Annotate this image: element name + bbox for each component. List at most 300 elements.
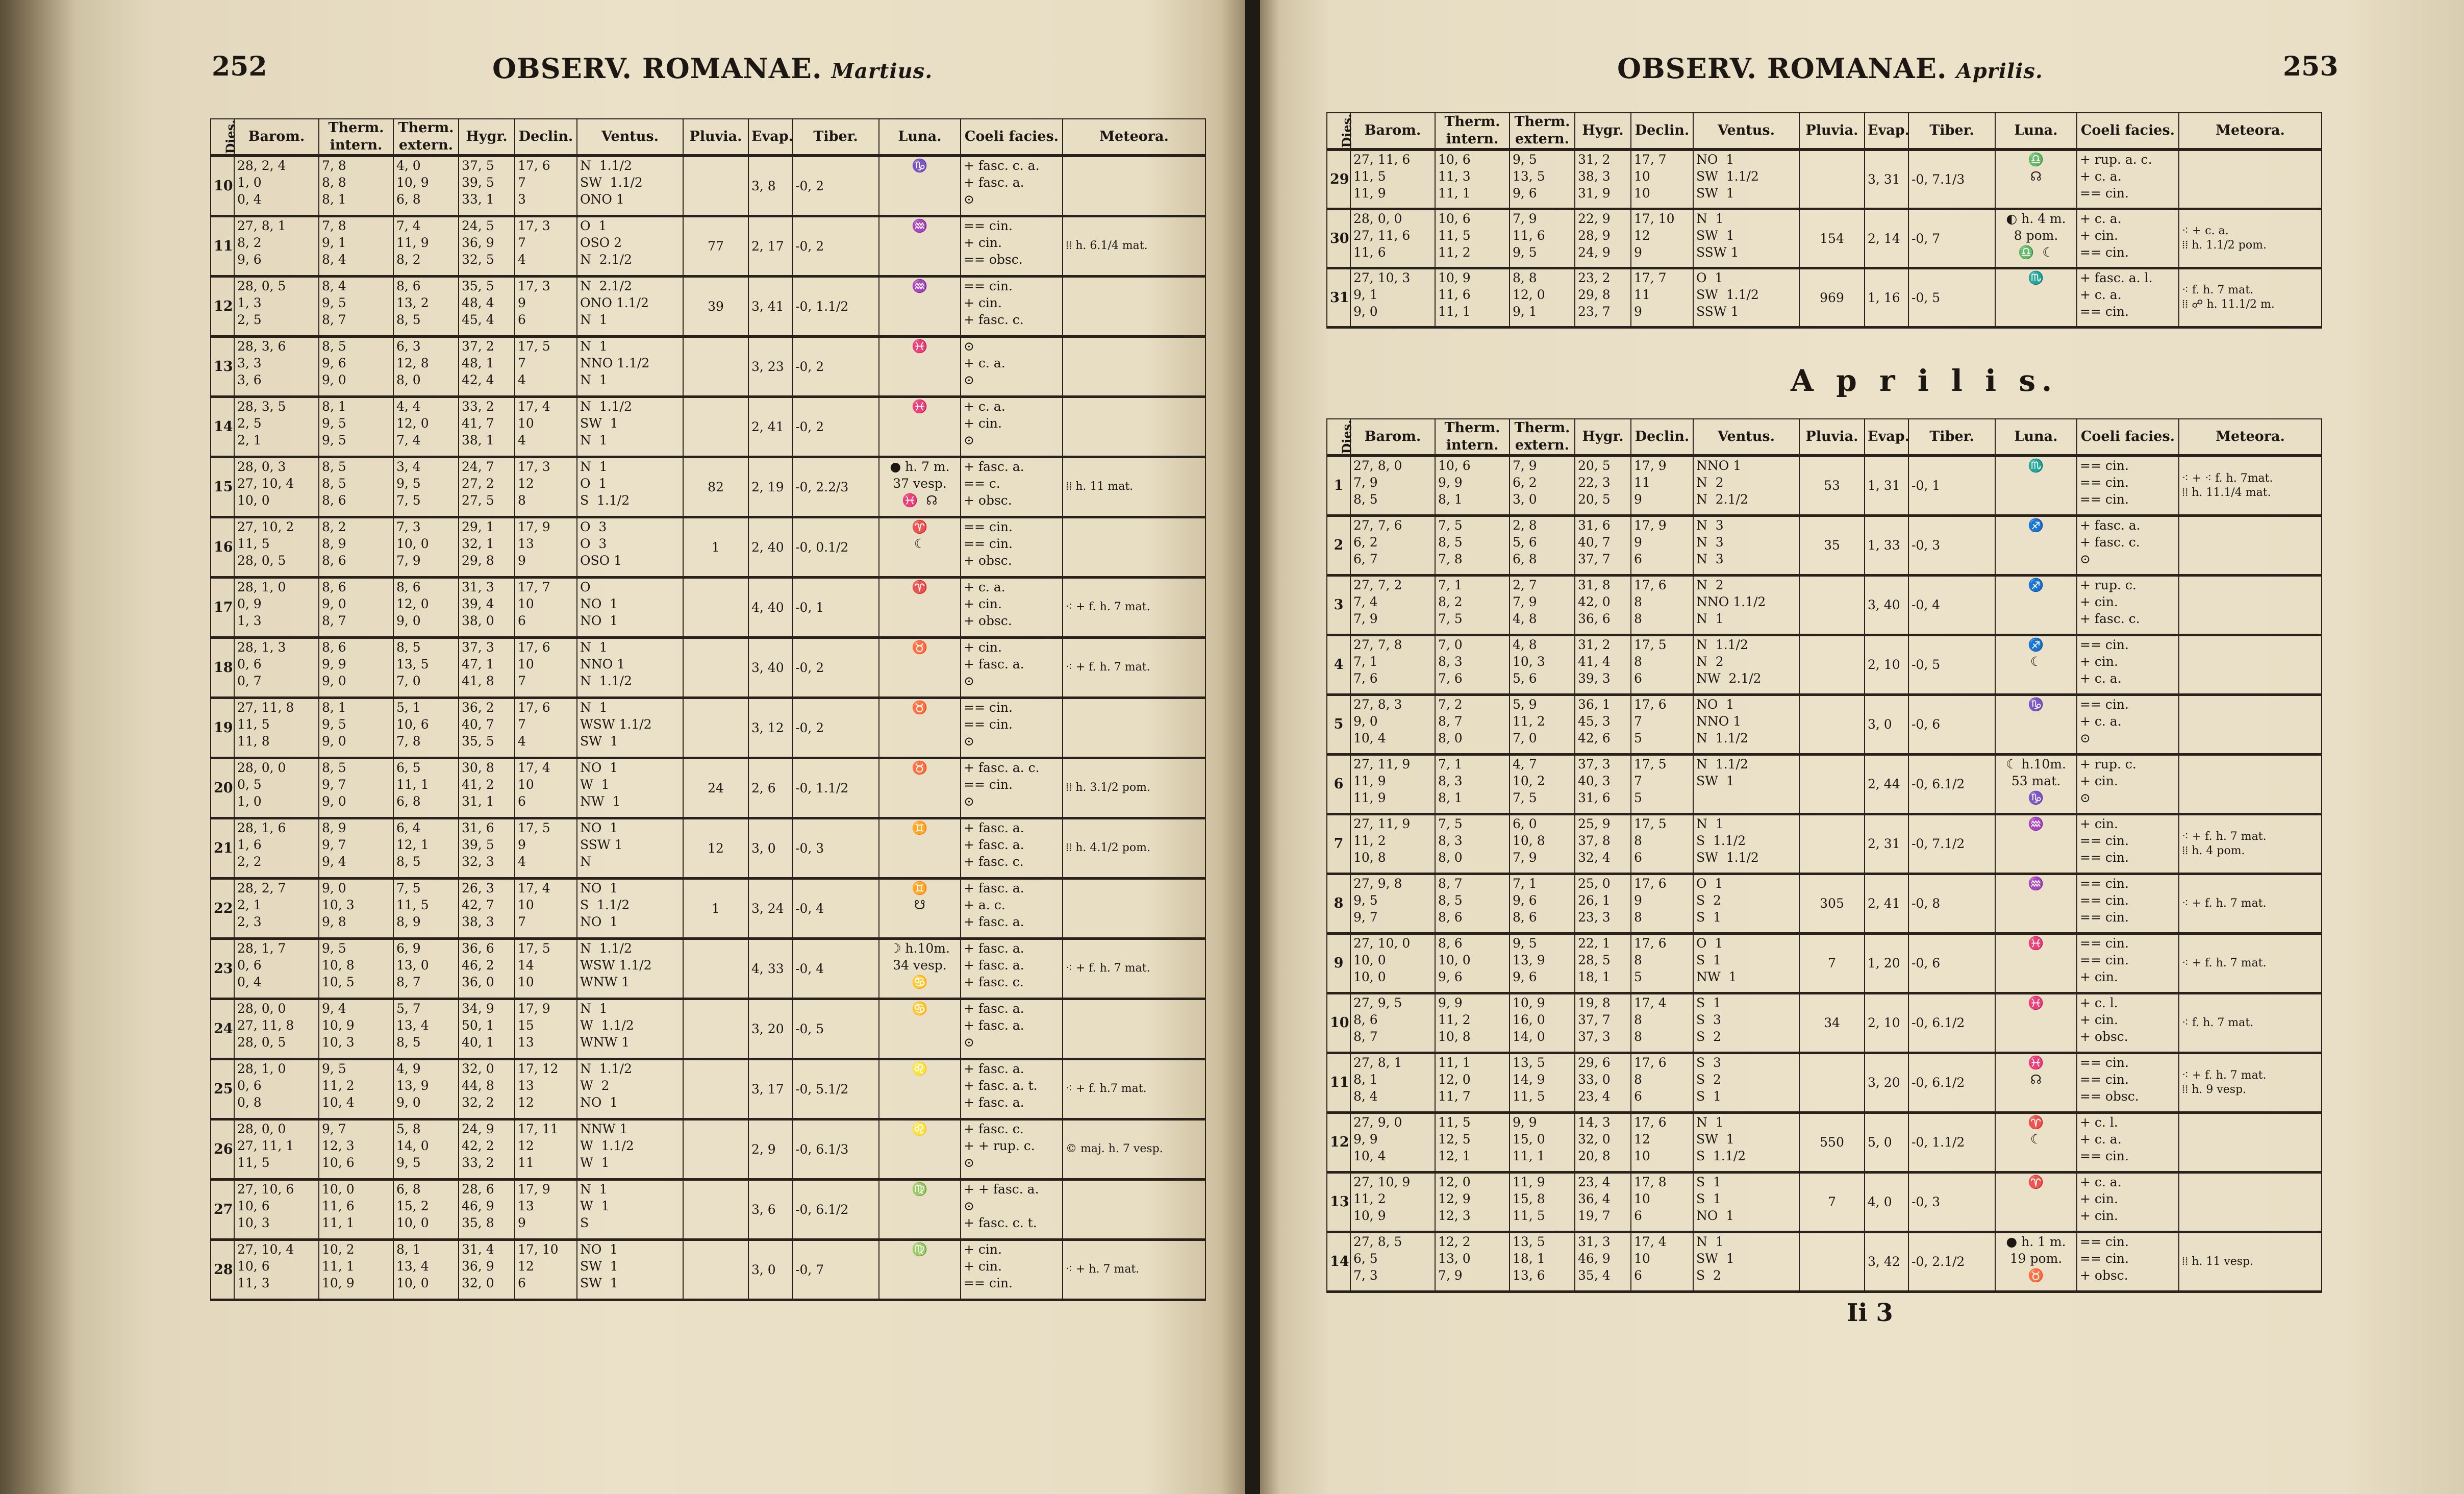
declination-cell: 17, 3 12 8 — [515, 457, 577, 517]
evaporation-cell: 5, 0 — [1865, 1112, 1908, 1172]
tiber-cell: -0, 1.1/2 — [792, 758, 879, 818]
moon-cell: ♒ — [879, 216, 961, 276]
evaporation-cell: 2, 9 — [748, 1119, 792, 1179]
barometer-cell: 28, 2, 7 2, 1 2, 3 — [234, 878, 319, 938]
barometer-cell: 28, 1, 3 0, 6 0, 7 — [234, 637, 319, 698]
column-header: Hygr. — [459, 119, 515, 156]
wind-cell: NO 1 SW 1.1/2 SW 1 — [1693, 150, 1799, 209]
therm-extern-cell: 5, 7 13, 4 8, 5 — [393, 999, 459, 1059]
wind-cell: N 1 O 1 S 1.1/2 — [577, 457, 683, 517]
therm-extern-cell: 2, 8 5, 6 6, 8 — [1510, 515, 1575, 575]
sky-cell: + + fasc. a. ⊙ + fasc. c. t. — [961, 1179, 1063, 1239]
column-header: Luna. — [1995, 419, 2077, 456]
hygrometer-cell: 37, 5 39, 5 33, 1 — [459, 156, 515, 216]
column-header — [211, 119, 238, 156]
rain-cell: 39 — [683, 276, 748, 336]
hygrometer-cell: 23, 2 29, 8 23, 7 — [1575, 268, 1631, 327]
wind-cell: NO 1 W 1 NW 1 — [577, 758, 683, 818]
wind-cell: N 1 S 1.1/2 SW 1.1/2 — [1693, 814, 1799, 874]
rain-cell — [1799, 575, 1865, 635]
month-title: Aprilis. — [1956, 59, 2043, 83]
declination-cell: 17, 6 9 8 — [1631, 874, 1693, 933]
rain-cell: 35 — [1799, 515, 1865, 575]
running-head-title: OBSERV. ROMANAE. — [1617, 52, 1947, 85]
therm-intern-cell: 10, 9 11, 6 11, 1 — [1435, 268, 1510, 327]
barometer-cell: 27, 8, 0 7, 9 8, 5 — [1350, 456, 1435, 515]
declination-cell: 17, 4 8 8 — [1631, 993, 1693, 1053]
meteora-cell: ⁞⁞ h. 11 vesp. — [2179, 1232, 2322, 1291]
tiber-cell: -0, 4 — [1908, 575, 1995, 635]
meteora-cell — [2179, 575, 2322, 635]
wind-cell: O 3 O 3 OSO 1 — [577, 517, 683, 577]
column-header: Meteora. — [2179, 419, 2322, 456]
wind-cell: O 1 SW 1.1/2 SSW 1 — [1693, 268, 1799, 327]
declination-cell: 17, 3 9 6 — [515, 276, 577, 336]
rain-cell: 77 — [683, 216, 748, 276]
barometer-cell: 27, 8, 1 8, 2 9, 6 — [234, 216, 319, 276]
sky-cell: + c. a. + cin. + cin. — [2077, 1172, 2179, 1232]
barometer-cell: 27, 11, 9 11, 2 10, 8 — [1350, 814, 1435, 874]
therm-intern-cell: 7, 5 8, 3 8, 0 — [1435, 814, 1510, 874]
column-header: Declin. — [515, 119, 577, 156]
rain-cell — [1799, 694, 1865, 754]
observation-table-march-end — [1326, 112, 2322, 329]
meteora-cell: ⁖ + h. 7 mat. — [1063, 1239, 1205, 1300]
column-header: Evap. — [1865, 419, 1908, 456]
declination-cell: 17, 3 7 4 — [515, 216, 577, 276]
declination-cell: 17, 9 13 9 — [515, 517, 577, 577]
rain-cell — [683, 156, 748, 216]
declination-cell: 17, 4 10 6 — [1631, 1232, 1693, 1291]
therm-extern-cell: 11, 9 15, 8 11, 5 — [1510, 1172, 1575, 1232]
meteora-cell — [1063, 276, 1205, 336]
evaporation-cell: 3, 17 — [748, 1059, 792, 1119]
declination-cell: 17, 12 13 12 — [515, 1059, 577, 1119]
day-cell: 10 — [1327, 993, 1350, 1053]
therm-extern-cell: 7, 4 11, 9 8, 2 — [393, 216, 459, 276]
column-header: Evap. — [748, 119, 792, 156]
barometer-cell: 27, 10, 3 9, 1 9, 0 — [1350, 268, 1435, 327]
meteora-cell: ⁖ + f. h. 7 mat. ⁞⁞ h. 4 pom. — [2179, 814, 2322, 874]
meteora-cell — [2179, 754, 2322, 814]
running-head-title: OBSERV. ROMANAE. — [492, 52, 822, 85]
sky-cell: == cin. == cin. == cin. — [2077, 456, 2179, 515]
sky-cell: + fasc. a. + fasc. a. ⊙ — [961, 999, 1063, 1059]
sky-cell: == cin. == cin. == obsc. — [2077, 1053, 2179, 1112]
sky-cell: == cin. == cin. == cin. — [2077, 874, 2179, 933]
evaporation-cell: 2, 14 — [1865, 209, 1908, 268]
therm-intern-cell: 10, 6 9, 9 8, 1 — [1435, 456, 1510, 515]
hygrometer-cell: 19, 8 37, 7 37, 3 — [1575, 993, 1631, 1053]
therm-intern-cell: 7, 8 9, 1 8, 4 — [319, 216, 393, 276]
evaporation-cell: 2, 17 — [748, 216, 792, 276]
wind-cell: N 1 SW 1 SSW 1 — [1693, 209, 1799, 268]
moon-cell: ♑ — [879, 156, 961, 216]
hygrometer-cell: 37, 3 47, 1 41, 8 — [459, 637, 515, 698]
moon-cell: ● h. 7 m. 37 vesp. ♓ ☊ — [879, 457, 961, 517]
wind-cell: NO 1 NNO 1 N 1.1/2 — [1693, 694, 1799, 754]
evaporation-cell: 2, 41 — [1865, 874, 1908, 933]
moon-cell: ● h. 1 m. 19 pom. ♉ — [1995, 1232, 2077, 1291]
therm-intern-cell: 12, 2 13, 0 7, 9 — [1435, 1232, 1510, 1291]
tiber-cell: -0, 7.1/3 — [1908, 150, 1995, 209]
column-header: Ventus. — [1693, 113, 1799, 150]
tiber-cell: -0, 0.1/2 — [792, 517, 879, 577]
table-header — [1327, 419, 2322, 456]
hygrometer-cell: 24, 9 42, 2 33, 2 — [459, 1119, 515, 1179]
barometer-cell: 27, 9, 8 9, 5 9, 7 — [1350, 874, 1435, 933]
book-gutter — [1245, 0, 1260, 1494]
column-header-label: Dies. — [1339, 113, 1354, 148]
day-cell: 11 — [211, 216, 234, 276]
table-row — [211, 1239, 1205, 1300]
moon-cell: ♉ — [879, 758, 961, 818]
therm-intern-cell: 8, 6 9, 0 8, 7 — [319, 577, 393, 637]
moon-cell: ♒ — [1995, 874, 2077, 933]
hygrometer-cell: 23, 4 36, 4 19, 7 — [1575, 1172, 1631, 1232]
tiber-cell: -0, 2 — [792, 396, 879, 457]
therm-extern-cell: 8, 5 13, 5 7, 0 — [393, 637, 459, 698]
meteora-cell: ⁞⁞ h. 3.1/2 pom. — [1063, 758, 1205, 818]
evaporation-cell: 3, 40 — [1865, 575, 1908, 635]
column-header: Tiber. — [792, 119, 879, 156]
declination-cell: 17, 7 10 6 — [515, 577, 577, 637]
declination-cell: 17, 5 9 4 — [515, 818, 577, 878]
therm-intern-cell: 11, 1 12, 0 11, 7 — [1435, 1053, 1510, 1112]
moon-cell: ♓ ☊ — [1995, 1053, 2077, 1112]
meteora-cell: ⁖ + f. h. 7 mat. — [2179, 874, 2322, 933]
table-row — [1327, 1232, 2322, 1291]
therm-extern-cell: 7, 9 6, 2 3, 0 — [1510, 456, 1575, 515]
table-row — [211, 336, 1205, 396]
therm-extern-cell: 6, 0 10, 8 7, 9 — [1510, 814, 1575, 874]
tiber-cell: -0, 3 — [792, 818, 879, 878]
evaporation-cell: 2, 19 — [748, 457, 792, 517]
therm-intern-cell: 8, 9 9, 7 9, 4 — [319, 818, 393, 878]
meteora-cell — [2179, 635, 2322, 694]
sky-cell: + fasc. a. l. + c. a. == cin. — [2077, 268, 2179, 327]
therm-intern-cell: 9, 5 10, 8 10, 5 — [319, 938, 393, 999]
column-header: Therm. intern. — [319, 119, 393, 156]
evaporation-cell: 3, 23 — [748, 336, 792, 396]
evaporation-cell: 2, 6 — [748, 758, 792, 818]
day-cell: 19 — [211, 698, 234, 758]
day-cell: 12 — [211, 276, 234, 336]
meteora-cell — [2179, 150, 2322, 209]
sky-cell: + fasc. c. + + rup. c. ⊙ — [961, 1119, 1063, 1179]
declination-cell: 17, 9 13 9 — [515, 1179, 577, 1239]
hygrometer-cell: 37, 3 40, 3 31, 6 — [1575, 754, 1631, 814]
declination-cell: 17, 5 14 10 — [515, 938, 577, 999]
moon-cell: ☾ h.10m. 53 mat. ♑ — [1995, 754, 2077, 814]
barometer-cell: 27, 10, 6 10, 6 10, 3 — [234, 1179, 319, 1239]
sky-cell: + c. l. + c. a. == cin. — [2077, 1112, 2179, 1172]
moon-cell: ◐ h. 4 m. 8 pom. ♎ ☾ — [1995, 209, 2077, 268]
therm-intern-cell: 7, 8 8, 8 8, 1 — [319, 156, 393, 216]
therm-intern-cell: 8, 4 9, 5 8, 7 — [319, 276, 393, 336]
moon-cell: ♓ — [879, 336, 961, 396]
barometer-cell: 28, 1, 0 0, 6 0, 8 — [234, 1059, 319, 1119]
wind-cell: N 1.1/2 SW 1.1/2 ONO 1 — [577, 156, 683, 216]
table-row — [211, 637, 1205, 698]
declination-cell: 17, 6 8 6 — [1631, 1053, 1693, 1112]
column-header-label: Dies. — [1339, 419, 1354, 454]
hygrometer-cell: 36, 2 40, 7 35, 5 — [459, 698, 515, 758]
hygrometer-cell: 22, 1 28, 5 18, 1 — [1575, 933, 1631, 993]
declination-cell: 17, 9 11 9 — [1631, 456, 1693, 515]
evaporation-cell: 3, 12 — [748, 698, 792, 758]
therm-intern-cell: 7, 1 8, 3 8, 1 — [1435, 754, 1510, 814]
meteora-cell — [1063, 517, 1205, 577]
rain-cell — [683, 1239, 748, 1300]
running-head — [492, 52, 933, 85]
moon-cell: ♐ — [1995, 515, 2077, 575]
wind-cell: N 3 N 3 N 3 — [1693, 515, 1799, 575]
moon-cell: ♐ — [1995, 575, 2077, 635]
rain-cell — [1799, 754, 1865, 814]
meteora-cell — [2179, 1172, 2322, 1232]
therm-intern-cell: 8, 2 8, 9 8, 6 — [319, 517, 393, 577]
sky-cell: + c. a. + cin. == cin. — [2077, 209, 2179, 268]
meteora-cell: ⁖ + c. a. ⁞⁞ h. 1.1/2 pom. — [2179, 209, 2322, 268]
moon-cell: ♈ — [879, 577, 961, 637]
rain-cell: 550 — [1799, 1112, 1865, 1172]
moon-cell: ♓ — [1995, 933, 2077, 993]
barometer-cell: 28, 0, 0 27, 11, 1 11, 5 — [234, 1119, 319, 1179]
day-cell: 11 — [1327, 1053, 1350, 1112]
therm-intern-cell: 9, 9 11, 2 10, 8 — [1435, 993, 1510, 1053]
declination-cell: 17, 7 10 10 — [1631, 150, 1693, 209]
table-row — [1327, 1112, 2322, 1172]
moon-cell: ♐ ☾ — [1995, 635, 2077, 694]
hygrometer-cell: 14, 3 32, 0 20, 8 — [1575, 1112, 1631, 1172]
column-header-label: Dies. — [223, 119, 238, 154]
moon-cell: ♏ — [1995, 268, 2077, 327]
sky-cell: ⊙ + c. a. ⊙ — [961, 336, 1063, 396]
barometer-cell: 27, 10, 4 10, 6 11, 3 — [234, 1239, 319, 1300]
column-header: Tiber. — [1908, 419, 1995, 456]
declination-cell: 17, 5 7 5 — [1631, 754, 1693, 814]
therm-intern-cell: 12, 0 12, 9 12, 3 — [1435, 1172, 1510, 1232]
table-row — [211, 1179, 1205, 1239]
day-cell: 14 — [1327, 1232, 1350, 1291]
therm-extern-cell: 6, 9 13, 0 8, 7 — [393, 938, 459, 999]
hygrometer-cell: 31, 3 46, 9 35, 4 — [1575, 1232, 1631, 1291]
hygrometer-cell: 37, 2 48, 1 42, 4 — [459, 336, 515, 396]
table-row — [1327, 575, 2322, 635]
hygrometer-cell: 31, 6 40, 7 37, 7 — [1575, 515, 1631, 575]
table-row — [211, 276, 1205, 336]
hygrometer-cell: 31, 2 41, 4 39, 3 — [1575, 635, 1631, 694]
moon-cell: ♉ — [879, 637, 961, 698]
signature-mark: Ii 3 — [1847, 1299, 1893, 1327]
barometer-cell: 27, 11, 9 11, 9 11, 9 — [1350, 754, 1435, 814]
therm-extern-cell: 7, 1 9, 6 8, 6 — [1510, 874, 1575, 933]
day-cell: 3 — [1327, 575, 1350, 635]
rain-cell: 7 — [1799, 933, 1865, 993]
hygrometer-cell: 20, 5 22, 3 20, 5 — [1575, 456, 1631, 515]
tiber-cell: -0, 5 — [1908, 268, 1995, 327]
rain-cell — [683, 637, 748, 698]
hygrometer-cell: 33, 2 41, 7 38, 1 — [459, 396, 515, 457]
therm-extern-cell: 8, 8 12, 0 9, 1 — [1510, 268, 1575, 327]
column-header: Therm. extern. — [1510, 113, 1575, 150]
running-head — [1617, 52, 2043, 85]
declination-cell: 17, 10 12 9 — [1631, 209, 1693, 268]
rain-cell — [1799, 1053, 1865, 1112]
tiber-cell: -0, 2.2/3 — [792, 457, 879, 517]
hygrometer-cell: 24, 7 27, 2 27, 5 — [459, 457, 515, 517]
wind-cell: NO 1 SSW 1 N — [577, 818, 683, 878]
day-cell: 23 — [211, 938, 234, 999]
declination-cell: 17, 5 8 6 — [1631, 635, 1693, 694]
day-cell: 24 — [211, 999, 234, 1059]
declination-cell: 17, 4 10 4 — [515, 396, 577, 457]
declination-cell: 17, 9 9 6 — [1631, 515, 1693, 575]
therm-extern-cell: 5, 1 10, 6 7, 8 — [393, 698, 459, 758]
wind-cell: N 1 SW 1 S 2 — [1693, 1232, 1799, 1291]
column-header: Meteora. — [1063, 119, 1205, 156]
sky-cell: + c. l. + cin. + obsc. — [2077, 993, 2179, 1053]
wind-cell: N 1 NNO 1 N 1.1/2 — [577, 637, 683, 698]
meteora-cell: ⁖ f. h. 7 mat. ⁞⁞ ☍ h. 11.1/2 m. — [2179, 268, 2322, 327]
tiber-cell: -0, 2 — [792, 156, 879, 216]
day-cell: 8 — [1327, 874, 1350, 933]
table-row — [1327, 874, 2322, 933]
column-header: Tiber. — [1908, 113, 1995, 150]
moon-cell: ♈ — [1995, 1172, 2077, 1232]
day-cell: 4 — [1327, 635, 1350, 694]
barometer-cell: 28, 0, 0 0, 5 1, 0 — [234, 758, 319, 818]
therm-extern-cell: 4, 8 10, 3 5, 6 — [1510, 635, 1575, 694]
wind-cell: N 1 W 1.1/2 WNW 1 — [577, 999, 683, 1059]
sky-cell: + fasc. a. c. == cin. ⊙ — [961, 758, 1063, 818]
rain-cell — [1799, 635, 1865, 694]
therm-extern-cell: 8, 6 12, 0 9, 0 — [393, 577, 459, 637]
barometer-cell: 27, 7, 8 7, 1 7, 6 — [1350, 635, 1435, 694]
moon-cell: ♍ — [879, 1239, 961, 1300]
tiber-cell: -0, 3 — [1908, 1172, 1995, 1232]
tiber-cell: -0, 1 — [792, 577, 879, 637]
barometer-cell: 28, 1, 6 1, 6 2, 2 — [234, 818, 319, 878]
hygrometer-cell: 31, 6 39, 5 32, 3 — [459, 818, 515, 878]
evaporation-cell: 3, 31 — [1865, 150, 1908, 209]
therm-extern-cell: 9, 5 13, 5 9, 6 — [1510, 150, 1575, 209]
table-row — [1327, 1172, 2322, 1232]
therm-extern-cell: 6, 8 15, 2 10, 0 — [393, 1179, 459, 1239]
right-page — [1260, 0, 2464, 1494]
tiber-cell: -0, 6.1/2 — [792, 1179, 879, 1239]
meteora-cell: ⁖ + f. h. 7 mat. — [1063, 577, 1205, 637]
therm-intern-cell: 9, 5 11, 2 10, 4 — [319, 1059, 393, 1119]
evaporation-cell: 1, 16 — [1865, 268, 1908, 327]
evaporation-cell: 2, 41 — [748, 396, 792, 457]
hygrometer-cell: 35, 5 48, 4 45, 4 — [459, 276, 515, 336]
barometer-cell: 27, 11, 6 11, 5 11, 9 — [1350, 150, 1435, 209]
barometer-cell: 27, 10, 9 11, 2 10, 9 — [1350, 1172, 1435, 1232]
meteora-cell: © maj. h. 7 vesp. — [1063, 1119, 1205, 1179]
tiber-cell: -0, 3 — [1908, 515, 1995, 575]
evaporation-cell: 3, 0 — [1865, 694, 1908, 754]
page-number: 252 — [212, 51, 267, 82]
barometer-cell: 28, 3, 6 3, 3 3, 6 — [234, 336, 319, 396]
meteora-cell: ⁖ + f. h. 7 mat. ⁞⁞ h. 9 vesp. — [2179, 1053, 2322, 1112]
declination-cell: 17, 10 12 6 — [515, 1239, 577, 1300]
rain-cell: 1 — [683, 517, 748, 577]
column-header: Coeli facies. — [961, 119, 1063, 156]
table-row — [1327, 993, 2322, 1053]
hygrometer-cell: 29, 1 32, 1 29, 8 — [459, 517, 515, 577]
therm-intern-cell: 9, 7 12, 3 10, 6 — [319, 1119, 393, 1179]
therm-extern-cell: 7, 9 11, 6 9, 5 — [1510, 209, 1575, 268]
therm-intern-cell: 11, 5 12, 5 12, 1 — [1435, 1112, 1510, 1172]
wind-cell: N 1 WSW 1.1/2 SW 1 — [577, 698, 683, 758]
therm-intern-cell: 7, 5 8, 5 7, 8 — [1435, 515, 1510, 575]
evaporation-cell: 2, 31 — [1865, 814, 1908, 874]
tiber-cell: -0, 4 — [792, 938, 879, 999]
hygrometer-cell: 24, 5 36, 9 32, 5 — [459, 216, 515, 276]
therm-intern-cell: 10, 2 11, 1 10, 9 — [319, 1239, 393, 1300]
day-cell: 10 — [211, 156, 234, 216]
table-row — [1327, 933, 2322, 993]
therm-extern-cell: 10, 9 16, 0 14, 0 — [1510, 993, 1575, 1053]
barometer-cell: 28, 1, 0 0, 9 1, 3 — [234, 577, 319, 637]
column-header: Declin. — [1631, 113, 1693, 150]
hygrometer-cell: 34, 9 50, 1 40, 1 — [459, 999, 515, 1059]
hygrometer-cell: 31, 3 39, 4 38, 0 — [459, 577, 515, 637]
day-cell: 2 — [1327, 515, 1350, 575]
moon-cell: ♉ — [879, 698, 961, 758]
rain-cell — [683, 336, 748, 396]
column-header: Coeli facies. — [2077, 419, 2179, 456]
hygrometer-cell: 29, 6 33, 0 23, 4 — [1575, 1053, 1631, 1112]
tiber-cell: -0, 6.1/2 — [1908, 993, 1995, 1053]
meteora-cell — [2179, 694, 2322, 754]
tiber-cell: -0, 5.1/2 — [792, 1059, 879, 1119]
tiber-cell: -0, 7 — [792, 1239, 879, 1300]
table-header — [1327, 113, 2322, 150]
table-body — [1327, 150, 2322, 327]
rain-cell: 34 — [1799, 993, 1865, 1053]
rain-cell: 24 — [683, 758, 748, 818]
sky-cell: == cin. == cin. + cin. — [2077, 933, 2179, 993]
rain-cell — [683, 1059, 748, 1119]
declination-cell: 17, 6 7 4 — [515, 698, 577, 758]
rain-cell: 82 — [683, 457, 748, 517]
table-row — [211, 457, 1205, 517]
declination-cell: 17, 7 11 9 — [1631, 268, 1693, 327]
evaporation-cell: 3, 42 — [1865, 1232, 1908, 1291]
barometer-cell: 28, 0, 0 27, 11, 8 28, 0, 5 — [234, 999, 319, 1059]
table-row — [1327, 694, 2322, 754]
declination-cell: 17, 6 7 3 — [515, 156, 577, 216]
therm-extern-cell: 6, 3 12, 8 8, 0 — [393, 336, 459, 396]
hygrometer-cell: 31, 4 36, 9 32, 0 — [459, 1239, 515, 1300]
therm-intern-cell: 9, 4 10, 9 10, 3 — [319, 999, 393, 1059]
column-header: Ventus. — [1693, 419, 1799, 456]
column-header: Therm. extern. — [1510, 419, 1575, 456]
wind-cell: O NO 1 NO 1 — [577, 577, 683, 637]
rain-cell: 1 — [683, 878, 748, 938]
tiber-cell: -0, 2.1/2 — [1908, 1232, 1995, 1291]
wind-cell: N 2 NNO 1.1/2 N 1 — [1693, 575, 1799, 635]
tiber-cell: -0, 5 — [1908, 635, 1995, 694]
moon-cell: ♒ — [1995, 814, 2077, 874]
wind-cell: N 1 W 1 S — [577, 1179, 683, 1239]
tiber-cell: -0, 6.1/2 — [1908, 1053, 1995, 1112]
moon-cell: ♍ — [879, 1179, 961, 1239]
declination-cell: 17, 6 7 5 — [1631, 694, 1693, 754]
